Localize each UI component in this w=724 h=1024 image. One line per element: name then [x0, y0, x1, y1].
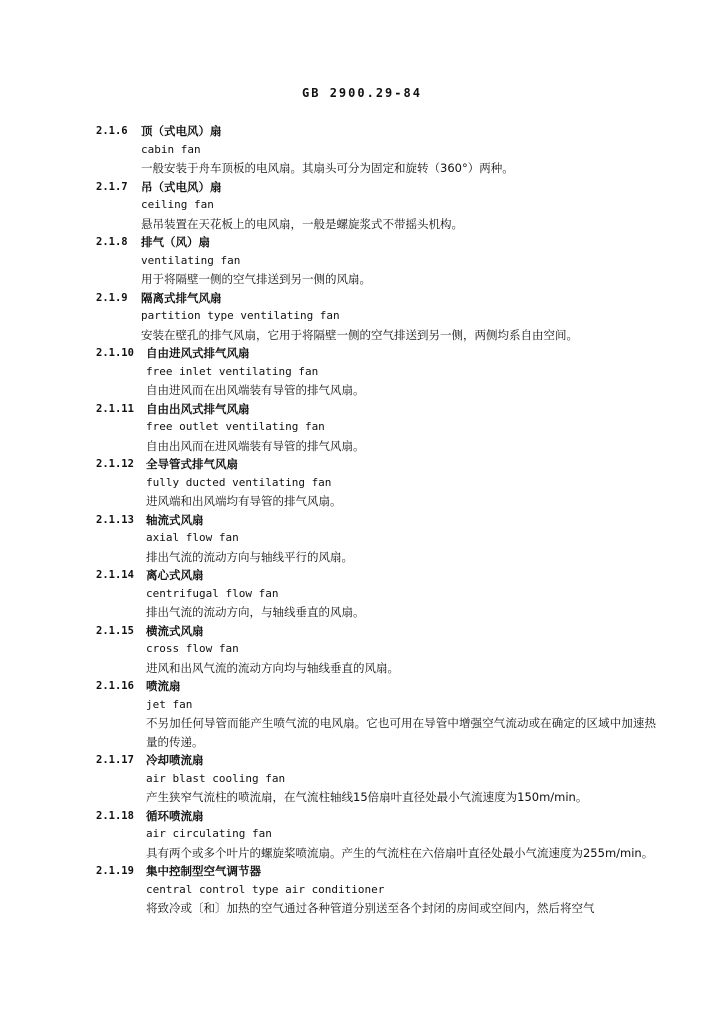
term-entry [0, 677, 724, 751]
term-entry [0, 511, 724, 567]
term-number: 2.1.14 [96, 569, 134, 581]
term-entry [0, 344, 724, 400]
term-chinese: 循环喷流扇 [146, 808, 204, 823]
term-definition: 悬吊装置在天花板上的电风扇，一般是螺旋浆式不带摇头机构。 [141, 216, 463, 231]
term-english: ventilating fan [141, 253, 241, 267]
term-chinese: 冷却喷流扇 [146, 753, 204, 767]
term-number: 2.1.19 [96, 865, 134, 877]
term-number: 2.1.17 [96, 754, 134, 766]
term-chinese: 轴流式风扇 [146, 512, 204, 527]
term-chinese: 隔离式排气风扇 [141, 290, 222, 305]
term-definition: 自由出风而在进风端装有导管的排气风扇。 [146, 438, 365, 453]
term-entry [0, 233, 724, 289]
term-number: 2.1.6 [96, 125, 128, 137]
term-list [0, 122, 724, 918]
term-definition: 进风端和出风端均有导管的排气风扇。 [146, 494, 342, 508]
term-definition: 排出气流的流动方向与轴线平行的风扇。 [146, 549, 353, 564]
term-chinese: 排气（风）扇 [141, 235, 210, 249]
term-definition: 排出气流的流动方向，与轴线垂直的风扇。 [146, 605, 365, 619]
term-number: 2.1.10 [96, 347, 134, 359]
term-definition: 用于将隔壁一侧的空气排送到另一侧的风扇。 [141, 272, 371, 286]
term-english: ceiling fan [141, 198, 214, 211]
term-entry [0, 455, 724, 511]
term-definition: 将致冷或〔和〕加热的空气通过各种管道分别送至各个封闭的房间或空间内，然后将空气 [146, 901, 595, 915]
term-chinese: 喷流扇 [146, 679, 181, 693]
term-entry [0, 566, 724, 622]
term-english: cross flow fan [146, 642, 239, 655]
term-english: free inlet ventilating fan [146, 364, 319, 378]
term-english: centrifugal flow fan [146, 586, 279, 600]
term-definition: 产生狭窄气流柱的喷流扇，在气流柱轴线15倍扇叶直径处最小气流速度为150m/min。 [146, 790, 588, 804]
term-english: air blast cooling fan [146, 771, 286, 785]
term-chinese: 自由进风式排气风扇 [146, 346, 250, 360]
term-chinese: 顶（式电风）扇 [141, 124, 222, 138]
term-entry [0, 751, 724, 807]
term-number: 2.1.13 [96, 513, 134, 526]
term-english: cabin fan [141, 142, 201, 156]
term-number: 2.1.12 [96, 458, 134, 470]
term-number: 2.1.7 [96, 180, 128, 193]
term-entry [0, 400, 724, 456]
term-chinese: 自由出风式排气风扇 [146, 401, 250, 416]
term-chinese: 集中控制型空气调节器 [146, 864, 261, 878]
term-definition: 具有两个或多个叶片的螺旋桨喷流扇。产生的气流柱在六倍扇叶直径处最小气流速度为255m/min。 [146, 845, 654, 860]
term-number: 2.1.9 [96, 291, 128, 304]
term-english: fully ducted ventilating fan [146, 475, 332, 489]
term-number: 2.1.15 [96, 624, 134, 637]
term-number: 2.1.16 [96, 680, 134, 692]
term-entry [0, 122, 724, 178]
term-number: 2.1.8 [96, 236, 128, 248]
term-chinese: 吊（式电风）扇 [141, 179, 222, 194]
page-header: GB 2900.29-84 [302, 86, 422, 100]
term-english: partition type ventilating fan [141, 309, 340, 322]
term-english: air circulating fan [146, 827, 272, 840]
term-definition: 不另加任何导管而能产生喷气流的电风扇。它也可用在导管中增强空气流动或在确定的区域中加速热量的传递。 [146, 716, 656, 749]
term-entry [0, 178, 724, 234]
term-english: axial flow fan [146, 531, 239, 544]
term-definition: 安装在壁孔的排气风扇，它用于将隔壁一侧的空气排送到另一侧，两侧均系自由空间。 [141, 327, 578, 342]
term-entry [0, 289, 724, 345]
term-definition: 一般安装于舟车顶板的电风扇。其扇头可分为固定和旋转（360°）两种。 [141, 161, 514, 175]
term-number: 2.1.11 [96, 402, 134, 415]
term-chinese: 横流式风扇 [146, 623, 204, 638]
term-chinese: 全导管式排气风扇 [146, 457, 238, 471]
term-entry [0, 862, 724, 918]
term-number: 2.1.18 [96, 809, 134, 822]
term-entry [0, 622, 724, 678]
term-definition: 自由进风而在出风端装有导管的排气风扇。 [146, 383, 365, 397]
term-entry [0, 807, 724, 863]
term-chinese: 离心式风扇 [146, 568, 204, 582]
term-english: central control type air conditioner [146, 882, 385, 896]
term-english: free outlet ventilating fan [146, 420, 325, 433]
term-english: jet fan [146, 697, 193, 711]
term-definition: 进风和出风气流的流动方向均与轴线垂直的风扇。 [146, 660, 399, 675]
